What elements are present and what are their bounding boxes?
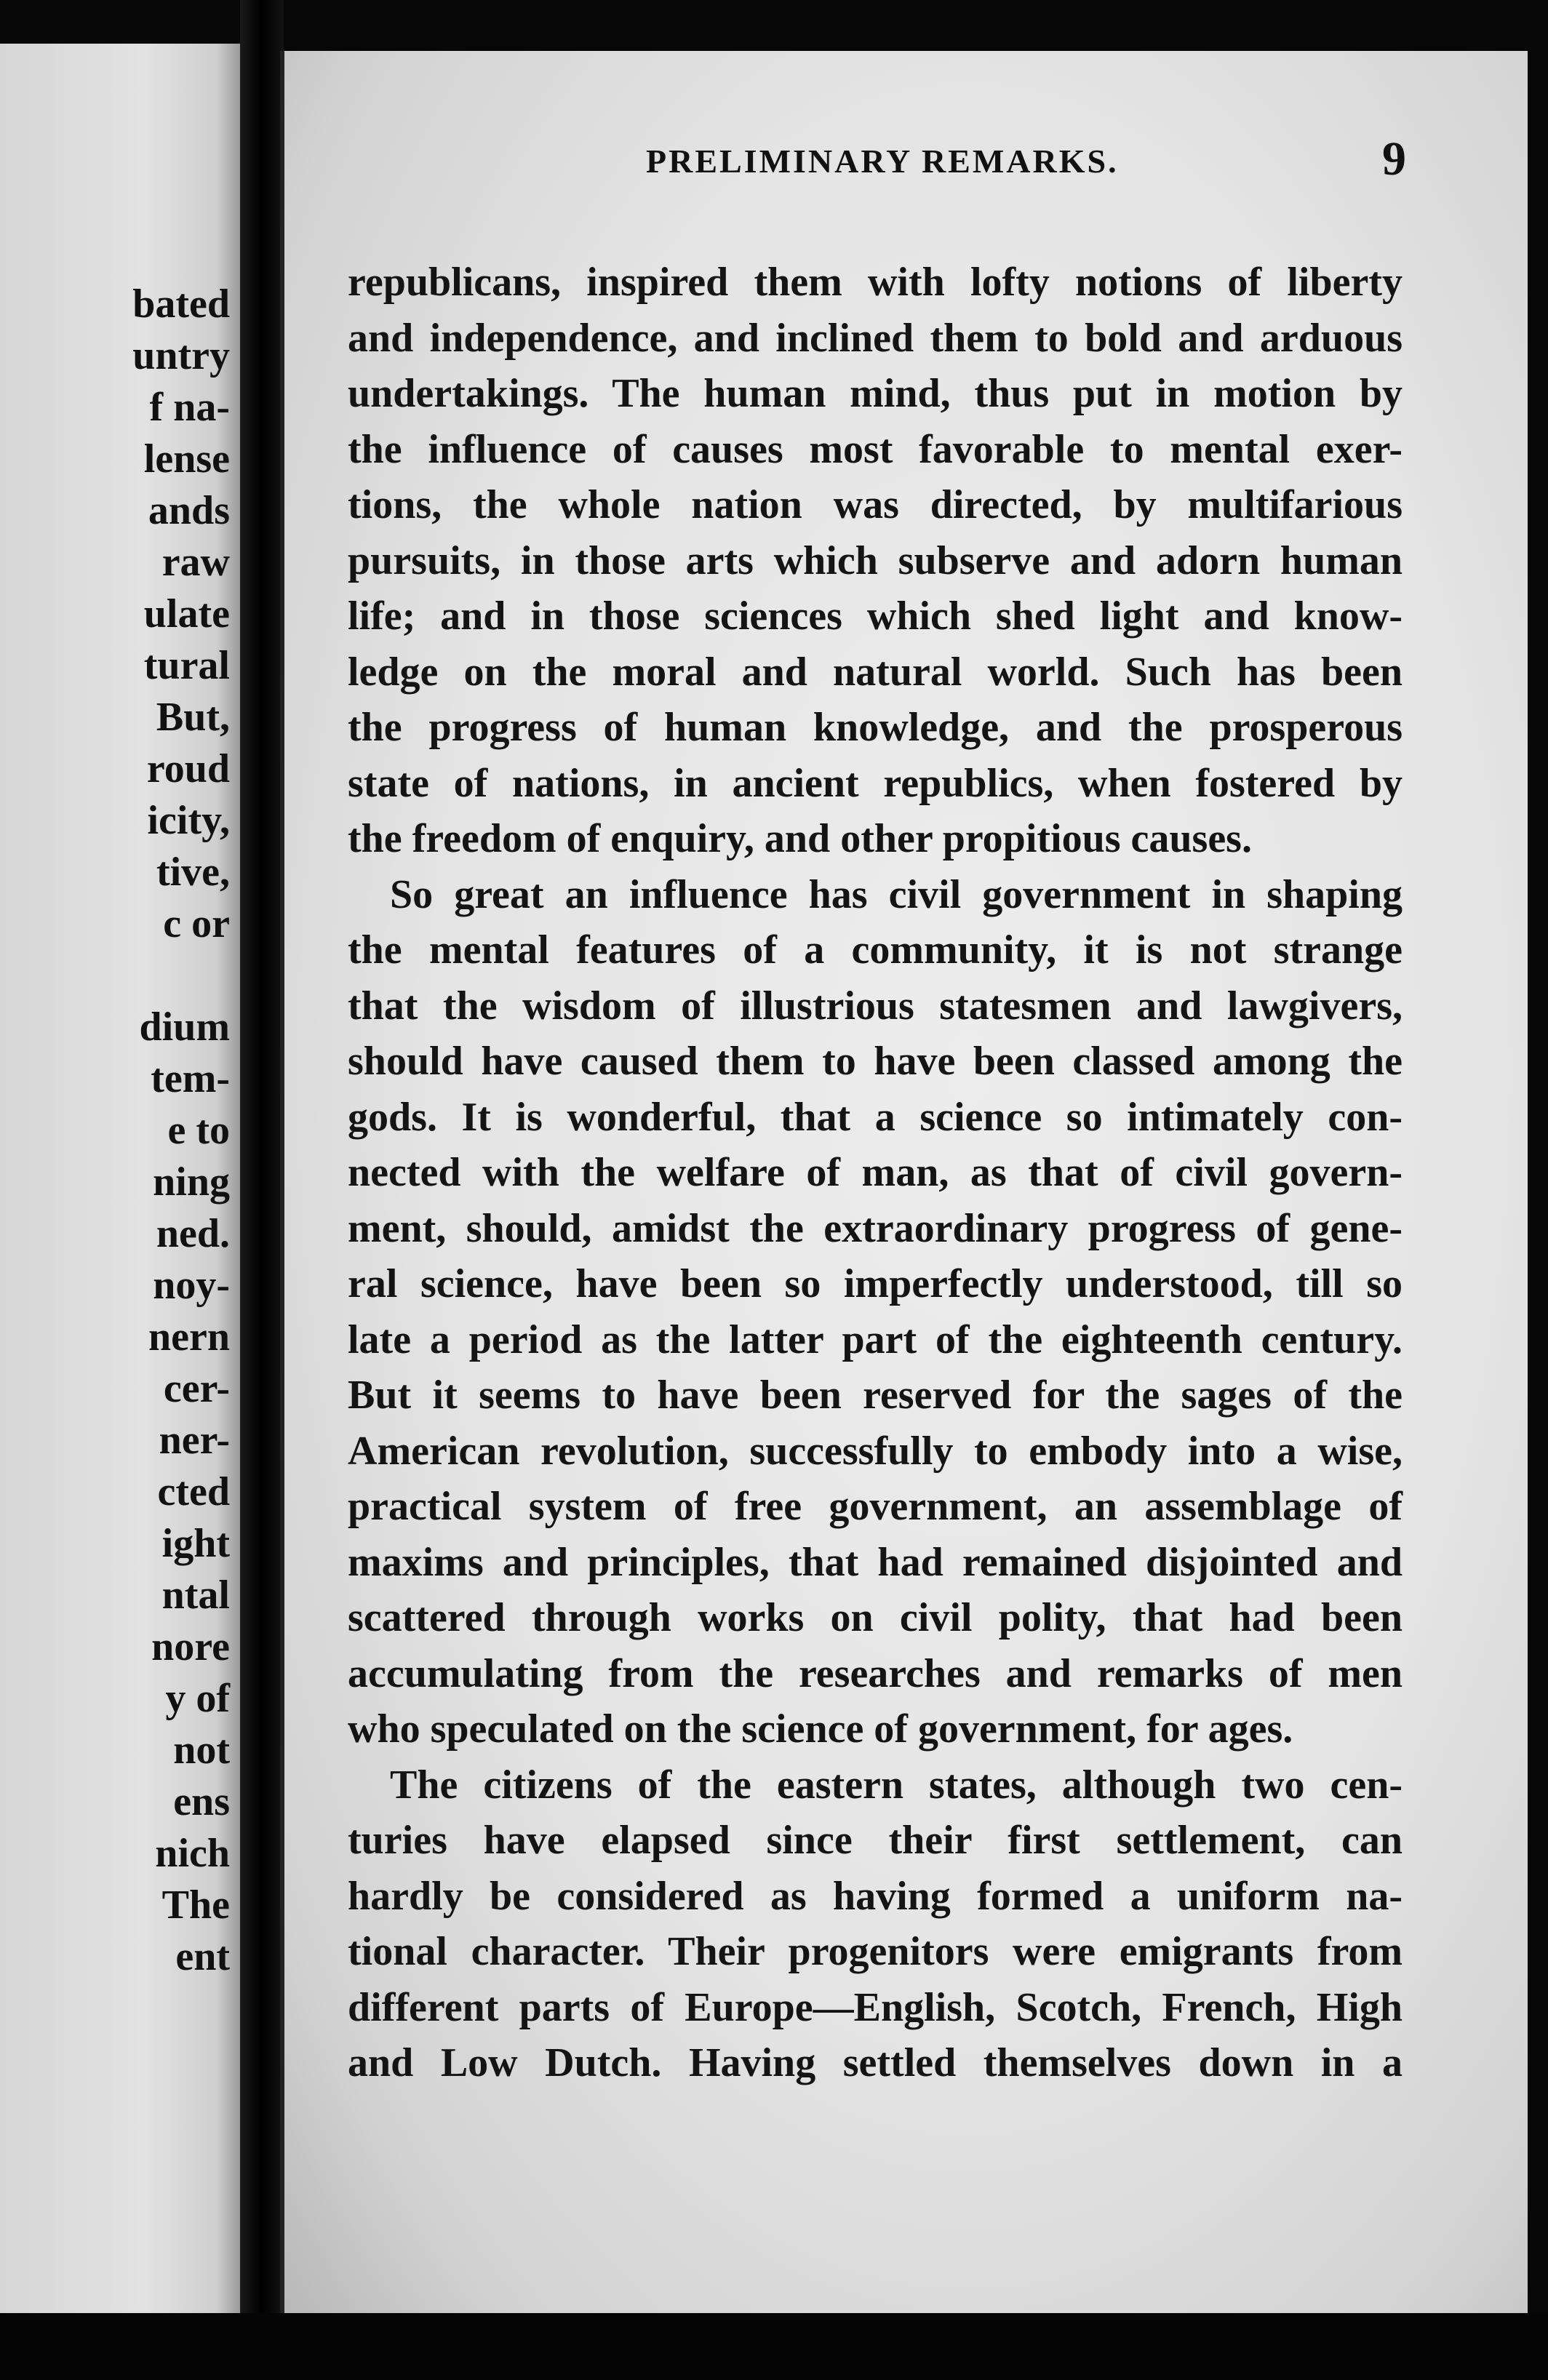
previous-page-fragment: cted (157, 1469, 230, 1514)
previous-page-fragment: ulate (143, 591, 230, 636)
text-line: and independence, and inclined them to bold and arduous (348, 315, 1403, 361)
text-line: that the wisdom of illustrious statesmen and lawgivers, (348, 983, 1403, 1029)
text-line: state of nations, in ancient republics, when fostered by (348, 760, 1403, 806)
previous-page-fragment: tive, (156, 850, 230, 895)
book-gutter (240, 0, 284, 2380)
text-line: who speculated on the science of government, for ages. (348, 1706, 1293, 1752)
previous-page-fragment: ight (161, 1521, 230, 1566)
text-line: tional character. Their progenitors were emigrants from (348, 1929, 1403, 1974)
text-line: should have caused them to have been classed among the (348, 1039, 1403, 1084)
previous-page-fragment: nich (155, 1831, 230, 1876)
previous-page-fragment: f na- (149, 385, 230, 430)
text-line: undertakings. The human mind, thus put in motion by (348, 371, 1403, 416)
text-line: the freedom of enquiry, and other propitious causes. (348, 816, 1252, 861)
previous-page-fragment: tem- (151, 1056, 230, 1101)
page-number: 9 (1382, 132, 1406, 185)
previous-page-fragment: nern (148, 1314, 230, 1359)
text-line: the progress of human knowledge, and the prosperous (348, 705, 1403, 750)
previous-page-fragment: lense (143, 436, 230, 482)
text-line: life; and in those sciences which shed light and know- (348, 594, 1403, 639)
body-text (348, 255, 1403, 2091)
previous-page-fragment: ner- (159, 1418, 230, 1463)
text-line: American revolution, successfully to embody into a wise, (348, 1428, 1403, 1474)
running-head (364, 132, 1406, 200)
previous-page-fragment: roud (146, 746, 230, 791)
previous-page-fragment: y of (165, 1676, 230, 1721)
previous-page-fragment: ntal (161, 1573, 230, 1618)
previous-page-fragment: The (161, 1882, 230, 1928)
previous-page-fragment: not (173, 1728, 230, 1773)
previous-page-fragment: raw (161, 540, 230, 585)
scan-bottom-edge (0, 2313, 1548, 2380)
text-line: the influence of causes most favorable to mental exer- (348, 426, 1403, 472)
previous-page-fragment: bated (132, 281, 230, 327)
text-line: So great an influence has civil government in shaping (390, 871, 1403, 917)
text-line: and Low Dutch. Having settled themselves down in a (348, 2040, 1403, 2085)
text-line: ledge on the moral and natural world. Such has been (348, 649, 1403, 695)
text-line: accumulating from the researches and remarks of men (348, 1650, 1403, 1696)
previous-page-fragment: cer- (163, 1366, 230, 1411)
text-line: practical system of free government, an assemblage of (348, 1484, 1403, 1529)
text-line: pursuits, in those arts which subserve and adorn human (348, 538, 1403, 583)
previous-page-fragment: ning (153, 1159, 230, 1205)
text-line: the mental features of a community, it is not strange (348, 927, 1403, 973)
previous-page-fragment: tural (143, 643, 230, 688)
text-line: maxims and principles, that had remained disjointed and (348, 1539, 1403, 1585)
text-line: different parts of Europe—English, Scotch, French, High (348, 1984, 1403, 2030)
previous-page-fragment: noy- (153, 1263, 230, 1308)
previous-page-fragment: ens (173, 1779, 230, 1824)
text-line: ment, should, amidst the extraordinary progress of gene- (348, 1205, 1403, 1251)
previous-page-fragment: icity, (147, 798, 230, 843)
text-line: scattered through works on civil polity, that had been (348, 1595, 1403, 1640)
text-line: republicans, inspired them with lofty notions of liberty (348, 260, 1403, 305)
text-line: gods. It is wonderful, that a science so intimately con- (348, 1094, 1403, 1140)
previous-page-fragment: ned. (156, 1211, 230, 1256)
previous-page-fragment: nore (151, 1624, 230, 1669)
previous-page-edge (0, 44, 240, 2328)
text-line: turies have elapsed since their first settlement, can (348, 1818, 1403, 1863)
previous-page-fragment: dium (139, 1005, 230, 1050)
text-line: late a period as the latter part of the eighteenth century. (348, 1317, 1403, 1362)
previous-page-fragment: ent (175, 1934, 230, 1979)
running-head-title: PRELIMINARY REMARKS. (646, 143, 1119, 180)
text-line: But it seems to have been reserved for the sages of the (348, 1373, 1403, 1418)
previous-page-fragment: e to (167, 1108, 230, 1153)
text-line: tions, the whole nation was directed, by multifarious (348, 482, 1403, 527)
text-line: nected with the welfare of man, as that of civil govern- (348, 1150, 1403, 1195)
text-line: ral science, have been so imperfectly understood, till so (348, 1261, 1403, 1306)
previous-page-fragment: untry (132, 333, 230, 378)
text-line: The citizens of the eastern states, although two cen- (390, 1762, 1403, 1808)
previous-page-fragment: But, (156, 695, 230, 740)
text-line: hardly be considered as having formed a uniform na- (348, 1873, 1403, 1919)
previous-page-fragment: c or (163, 901, 230, 946)
previous-page-fragment: ands (148, 488, 230, 533)
